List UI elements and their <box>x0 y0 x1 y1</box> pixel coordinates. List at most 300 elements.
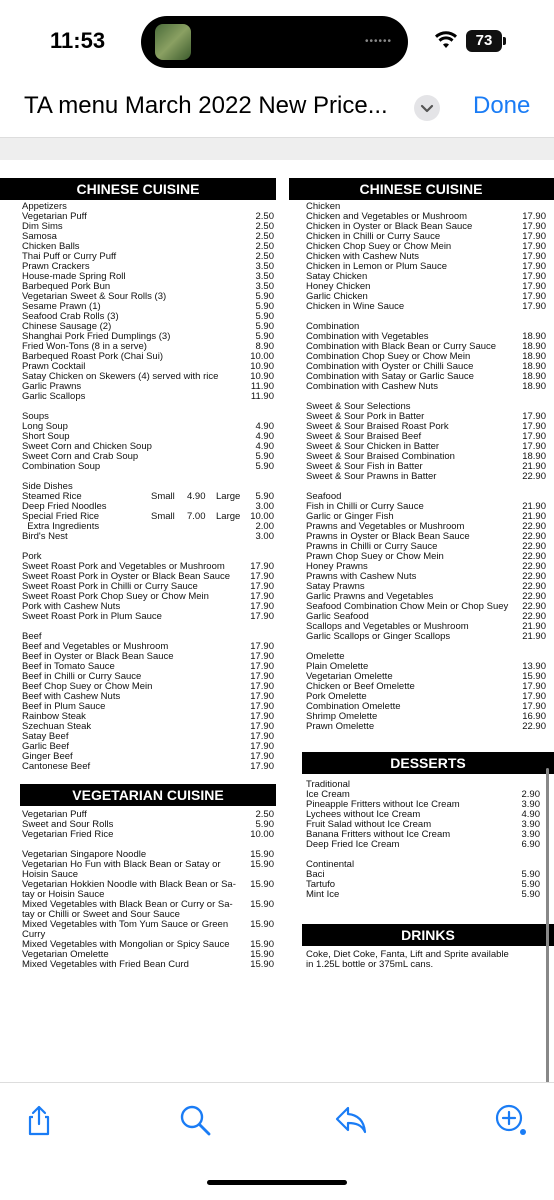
item-price: 17.90 <box>522 691 546 702</box>
item-price: 11.90 <box>250 381 274 392</box>
item-price: 5.90 <box>255 819 274 830</box>
item-name: Combination Soup <box>22 461 101 472</box>
status-time: 11:53 <box>50 28 106 53</box>
item-price: 15.90 <box>250 939 274 950</box>
item-price: 10.00 <box>250 829 274 840</box>
item-name: Samosa <box>22 231 57 242</box>
large-label: Large <box>216 511 241 522</box>
item-name: Combination with Oyster or Chilli Sauce <box>306 361 474 372</box>
right-column <box>306 202 546 732</box>
item-price: 3.90 <box>521 829 540 840</box>
item-price: 5.90 <box>255 331 274 342</box>
header-divider <box>287 178 289 200</box>
item-name: Garlic Beef <box>22 741 69 752</box>
item-name: Curry <box>22 929 46 940</box>
item-name: Shrimp Omelette <box>306 711 378 722</box>
item-name: Lychees without Ice Cream <box>306 809 421 820</box>
item-name: Mixed Vegetables with Fried Bean Curd <box>22 959 189 970</box>
item-name: Garlic Scallops <box>22 391 86 402</box>
item-name: Scallops and Vegetables or Mushroom <box>306 621 469 632</box>
chicken-list <box>306 212 546 312</box>
item-name: Prawn Cocktail <box>22 361 86 372</box>
document-viewer[interactable] <box>0 138 554 1082</box>
item-name: Prawn Crackers <box>22 261 90 272</box>
item-price: 17.90 <box>522 431 546 442</box>
item-price: 10.90 <box>250 371 274 382</box>
item-price: 17.90 <box>522 211 546 222</box>
item-name: Chinese Sausage (2) <box>22 321 112 332</box>
item-name: Garlic Prawns <box>22 381 82 392</box>
item-price: 17.90 <box>250 571 274 582</box>
section-title: Beef <box>22 631 42 642</box>
item-price: 15.90 <box>250 849 274 860</box>
side-dishes-section <box>22 482 274 542</box>
vegetarian-list-b <box>22 850 274 970</box>
item-name: Fried Won-Tons (8 in a serve) <box>22 341 147 352</box>
item-price: 18.90 <box>522 371 546 382</box>
item-price: 17.90 <box>522 271 546 282</box>
beef-list <box>22 642 274 772</box>
omelette-section <box>306 652 546 732</box>
header-chinese-cuisine-right: CHINESE CUISINE <box>288 178 554 200</box>
item-price: 3.00 <box>255 531 274 542</box>
item-price: 16.90 <box>522 711 546 722</box>
item-price: 4.90 <box>255 441 274 452</box>
small-price: 7.00 <box>187 511 206 522</box>
menu-item <box>22 762 274 772</box>
item-price: 2.50 <box>255 809 274 820</box>
section-title: Soups <box>22 411 49 422</box>
item-price: 17.90 <box>522 291 546 302</box>
chevron-down-icon <box>414 95 440 121</box>
item-name: Combination with Black Bean or Curry Sauce <box>306 341 497 352</box>
item-name: Garlic Chicken <box>306 291 368 302</box>
item-name: Garlic or Ginger Fish <box>306 511 394 522</box>
item-name: Banana Fritters without Ice Cream <box>306 829 451 840</box>
drinks-section <box>306 950 546 970</box>
vegetarian-section <box>22 810 274 970</box>
small-label: Small <box>151 511 175 522</box>
item-price: 3.50 <box>255 281 274 292</box>
item-price: 18.90 <box>522 331 546 342</box>
item-name: Combination with Vegetables <box>306 331 429 342</box>
item-name: Seafood Combination Chow Mein or Chop Suey <box>306 601 509 612</box>
item-name: Sweet Roast Pork in Oyster or Black Bean Sauce <box>22 571 231 582</box>
section-title: Seafood <box>306 491 342 502</box>
menu-item <box>306 890 540 900</box>
item-price: 15.90 <box>250 899 274 910</box>
item-price: 17.90 <box>250 591 274 602</box>
item-price: 17.90 <box>250 661 274 672</box>
item-price: 5.90 <box>521 869 540 880</box>
item-price: 2.50 <box>255 231 274 242</box>
item-name: Beef in Tomato Sauce <box>22 661 115 672</box>
menu-item <box>306 632 546 642</box>
item-name: tay or Hoisin Sauce <box>22 889 105 900</box>
item-name: Long Soup <box>22 421 68 432</box>
item-price: 4.90 <box>255 431 274 442</box>
item-name: Mixed Vegetables with Tom Yum Sauce or Green <box>22 919 229 930</box>
item-name: Beef in Plum Sauce <box>22 701 106 712</box>
small-price: 4.90 <box>187 491 206 502</box>
item-price: 21.90 <box>522 461 546 472</box>
item-price: 17.90 <box>522 231 546 242</box>
item-name: Chicken in Chilli or Curry Sauce <box>306 231 441 242</box>
item-price: 4.90 <box>521 809 540 820</box>
item-name: Combination with Satay or Garlic Sauce <box>306 371 474 382</box>
item-price: 3.00 <box>255 501 274 512</box>
item-name: Beef in Oyster or Black Bean Sauce <box>22 651 174 662</box>
item-price: 21.90 <box>522 631 546 642</box>
now-playing-thumbnail <box>155 24 191 60</box>
item-price: 3.50 <box>255 271 274 282</box>
menu-item <box>306 382 546 392</box>
small-label: Small <box>151 491 175 502</box>
item-name: Baci <box>306 869 325 880</box>
item-name: Fish in Chilli or Curry Sauce <box>306 501 424 512</box>
item-name: Vegetarian Fried Rice <box>22 829 114 840</box>
item-price: 17.90 <box>250 651 274 662</box>
item-price: 17.90 <box>250 711 274 722</box>
menu-item <box>22 222 274 232</box>
item-price: 5.90 <box>255 461 274 472</box>
item-price: 5.90 <box>521 889 540 900</box>
item-name: Szechuan Steak <box>22 721 92 732</box>
item-name: Shanghai Pork Fried Dumplings (3) <box>22 331 171 342</box>
item-name: Cantonese Beef <box>22 761 91 772</box>
combination-list <box>306 332 546 392</box>
item-price: 22.90 <box>522 521 546 532</box>
pork-list <box>22 562 274 622</box>
menu-page <box>0 160 554 1106</box>
item-price: 22.90 <box>522 541 546 552</box>
item-price: 5.90 <box>255 291 274 302</box>
scroll-indicator[interactable] <box>546 768 549 1108</box>
item-name: Chicken in Wine Sauce <box>306 301 405 312</box>
menu-item <box>22 830 274 840</box>
item-price: 17.90 <box>522 221 546 232</box>
menu-item <box>22 920 274 930</box>
wifi-icon <box>434 30 458 50</box>
item-name: Prawns in Chilli or Curry Sauce <box>306 541 438 552</box>
item-price: 21.90 <box>522 621 546 632</box>
item-name: Ice Cream <box>306 789 350 800</box>
item-name: Beef and Vegetables or Mushroom <box>22 641 169 652</box>
section-title: Combination <box>306 321 360 332</box>
item-name: Extra Ingredients <box>22 521 100 532</box>
item-name: Combination Chop Suey or Chow Mein <box>306 351 471 362</box>
item-name: Mixed Vegetables with Mongolian or Spicy Sauce <box>22 939 230 950</box>
item-price: 5.90 <box>255 321 274 332</box>
item-price: 15.90 <box>250 919 274 930</box>
item-price: 3.50 <box>255 261 274 272</box>
item-name: Pork with Cashew Nuts <box>22 601 121 612</box>
section-title: Pork <box>22 551 42 562</box>
item-price: 17.90 <box>250 751 274 762</box>
item-name: Thai Puff or Curry Puff <box>22 251 117 262</box>
item-name: Combination Omelette <box>306 701 401 712</box>
item-price: 17.90 <box>522 421 546 432</box>
menu-item <box>22 532 274 542</box>
section-title: Appetizers <box>22 201 67 212</box>
item-name: Vegetarian Hokkien Noodle with Black Bean or Sa- <box>22 879 236 890</box>
item-name: House-made Spring Roll <box>22 271 126 282</box>
item-name: Satay Prawns <box>306 581 365 592</box>
document-title[interactable]: TA menu March 2022 New Price... <box>24 92 388 119</box>
item-price: 17.90 <box>522 261 546 272</box>
drinks-text-line-2: in 1.25L bottle or 375mL cans. <box>306 959 434 970</box>
sweet-sour-list <box>306 412 546 482</box>
search-icon[interactable] <box>178 1103 212 1137</box>
item-name: Sweet & Sour Prawns in Batter <box>306 471 437 482</box>
item-price: 22.90 <box>522 531 546 542</box>
item-price: 17.90 <box>250 611 274 622</box>
menu-item <box>306 880 540 890</box>
item-name: Sweet & Sour Chicken in Batter <box>306 441 440 452</box>
item-name: Vegetarian Puff <box>22 809 87 820</box>
item-price: 17.90 <box>250 561 274 572</box>
item-price: 2.50 <box>255 251 274 262</box>
item-price: 17.90 <box>250 761 274 772</box>
item-price: 17.90 <box>522 441 546 452</box>
appetizers-list <box>22 212 274 402</box>
item-name: tay or Chilli or Sweet and Sour Sauce <box>22 909 180 920</box>
item-name: Garlic Scallops or Ginger Scallops <box>306 631 451 642</box>
header-drinks: DRINKS <box>302 924 554 946</box>
item-price: 17.90 <box>522 281 546 292</box>
item-name: Prawn Omelette <box>306 721 375 732</box>
item-name: Sweet Roast Pork in Chilli or Curry Sauce <box>22 581 198 592</box>
item-price: 22.90 <box>522 471 546 482</box>
item-price: 5.90 <box>255 301 274 312</box>
menu-item <box>22 612 274 622</box>
header-chinese-cuisine-left: CHINESE CUISINE <box>0 178 276 200</box>
item-price: 11.90 <box>250 391 274 402</box>
section-title: Traditional <box>306 779 351 790</box>
chicken-section <box>306 202 546 312</box>
vegetarian-list-a <box>22 810 274 840</box>
item-price: 17.90 <box>522 681 546 692</box>
item-price: 22.90 <box>522 571 546 582</box>
item-price: 17.90 <box>522 701 546 712</box>
item-price: 4.90 <box>255 421 274 432</box>
item-name: Satay Chicken on Skewers (4) served with rice <box>22 371 219 382</box>
item-price: 2.50 <box>255 221 274 232</box>
section-title: Side Dishes <box>22 481 73 492</box>
menu-item <box>306 472 546 482</box>
item-price: 22.90 <box>522 591 546 602</box>
item-name: Pineapple Fritters without Ice Cream <box>306 799 460 810</box>
item-name: Special Fried Rice <box>22 511 100 522</box>
item-price: 15.90 <box>250 879 274 890</box>
item-price: 21.90 <box>522 511 546 522</box>
item-name: Hoisin Sauce <box>22 869 78 880</box>
item-price: 17.90 <box>250 691 274 702</box>
item-name: Garlic Prawns and Vegetables <box>306 591 434 602</box>
item-name: Short Soup <box>22 431 70 442</box>
pork-section <box>22 552 274 622</box>
item-name: Sweet Roast Pork and Vegetables or Mushroom <box>22 561 225 572</box>
item-name: Vegetarian Ho Fun with Black Bean or Satay or <box>22 859 221 870</box>
item-name: Plain Omelette <box>306 661 369 672</box>
soups-list <box>22 422 274 472</box>
item-name: Tartufo <box>306 879 336 890</box>
item-name: Beef in Chilli or Curry Sauce <box>22 671 142 682</box>
item-name: Garlic Seafood <box>306 611 369 622</box>
item-price: 5.90 <box>255 451 274 462</box>
item-name: Sweet & Sour Braised Roast Pork <box>306 421 449 432</box>
item-price: 2.50 <box>255 211 274 222</box>
appetizers-section <box>22 202 274 402</box>
item-name: Prawn Chop Suey or Chow Mein <box>306 551 444 562</box>
seafood-section <box>306 492 546 642</box>
large-label: Large <box>216 491 241 502</box>
item-name: Chicken Chop Suey or Chow Mein <box>306 241 452 252</box>
item-name: Sweet and Sour Rolls <box>22 819 114 830</box>
item-name: Prawns and Vegetables or Mushroom <box>306 521 465 532</box>
item-name: Mixed Vegetables with Black Bean or Curry or Sa- <box>22 899 233 910</box>
item-name: Chicken in Oyster or Black Bean Sauce <box>306 221 473 232</box>
item-name: Beef Chop Suey or Chow Mein <box>22 681 153 692</box>
item-price: 10.00 <box>250 351 274 362</box>
item-price: 5.90 <box>521 879 540 890</box>
item-price: 3.90 <box>521 799 540 810</box>
desserts-section <box>306 780 540 900</box>
item-price: 3.90 <box>521 819 540 830</box>
item-price: 17.90 <box>250 601 274 612</box>
item-price: 17.90 <box>522 241 546 252</box>
item-name: Vegetarian Omelette <box>22 949 109 960</box>
item-price: 18.90 <box>522 351 546 362</box>
seafood-list <box>306 502 546 642</box>
item-price: 22.90 <box>522 561 546 572</box>
item-price: 18.90 <box>522 361 546 372</box>
item-name: Sweet Roast Pork in Plum Sauce <box>22 611 162 622</box>
item-price: 17.90 <box>522 411 546 422</box>
item-name: Sweet Roast Pork Chop Suey or Chow Mein <box>22 591 209 602</box>
dynamic-island[interactable] <box>141 16 408 68</box>
item-price: 10.90 <box>250 361 274 372</box>
section-title: Chicken <box>306 201 341 212</box>
left-column <box>22 202 274 772</box>
traditional-list <box>306 790 540 850</box>
section-title: Continental <box>306 859 355 870</box>
item-price: 15.90 <box>250 859 274 870</box>
item-name: Chicken with Cashew Nuts <box>306 251 419 262</box>
beef-section <box>22 632 274 772</box>
header-desserts: DESSERTS <box>302 752 554 774</box>
item-name: Vegetarian Sweet & Sour Rolls (3) <box>22 291 167 302</box>
item-price: 8.90 <box>255 341 274 352</box>
menu-item <box>306 840 540 850</box>
item-name: Sweet & Sour Braised Beef <box>306 431 422 442</box>
home-indicator <box>207 1180 347 1185</box>
title-menu-button[interactable] <box>414 95 440 121</box>
soups-section <box>22 412 274 472</box>
done-button[interactable]: Done <box>473 92 531 119</box>
item-price: 17.90 <box>250 701 274 712</box>
item-name: Pork Omelette <box>306 691 367 702</box>
item-price: 18.90 <box>522 381 546 392</box>
menu-item <box>306 870 540 880</box>
continental-list <box>306 870 540 900</box>
item-price: 17.90 <box>250 641 274 652</box>
item-name: Beef with Cashew Nuts <box>22 691 121 702</box>
item-name: Chicken and Vegetables or Mushroom <box>306 211 468 222</box>
item-name: Sweet & Sour Pork in Batter <box>306 411 425 422</box>
item-name: Seafood Crab Rolls (3) <box>22 311 119 322</box>
audio-activity-icon: •••••• <box>364 36 392 47</box>
item-name: Sesame Prawn (1) <box>22 301 101 312</box>
status-bar <box>0 0 554 82</box>
markup-icon[interactable] <box>492 1103 526 1137</box>
item-name: Barbequed Pork Bun <box>22 281 111 292</box>
share-icon[interactable] <box>22 1103 56 1137</box>
item-name: Vegetarian Omelette <box>306 671 393 682</box>
item-name: Prawns with Cashew Nuts <box>306 571 417 582</box>
item-name: Chicken or Beef Omelette <box>306 681 415 692</box>
sweet-sour-section <box>306 402 546 482</box>
item-name: Bird's Nest <box>22 531 68 542</box>
item-price: 6.90 <box>521 839 540 850</box>
item-name: Vegetarian Puff <box>22 211 87 222</box>
item-name: Satay Beef <box>22 731 69 742</box>
item-price: 18.90 <box>522 341 546 352</box>
item-name: Chicken in Lemon or Plum Sauce <box>306 261 447 272</box>
item-name: Honey Prawns <box>306 561 368 572</box>
item-price: 5.90 <box>255 311 274 322</box>
battery-icon: 73 <box>466 30 502 52</box>
item-name: Barbequed Roast Pork (Chai Sui) <box>22 351 163 362</box>
item-name: Combination with Cashew Nuts <box>306 381 439 392</box>
item-price: 10.00 <box>250 511 274 522</box>
item-price: 17.90 <box>250 581 274 592</box>
item-name: Vegetarian Singapore Noodle <box>22 849 147 860</box>
item-price: 13.90 <box>522 661 546 672</box>
item-name: Deep Fried Ice Cream <box>306 839 400 850</box>
item-price: 15.90 <box>250 949 274 960</box>
item-price: 17.90 <box>250 681 274 692</box>
item-name: Dim Sims <box>22 221 63 232</box>
item-name: Sweet & Sour Fish in Batter <box>306 461 423 472</box>
item-name: Satay Chicken <box>306 271 368 282</box>
menu-item <box>22 960 274 970</box>
item-price: 22.90 <box>522 721 546 732</box>
item-price: 17.90 <box>250 721 274 732</box>
section-title: Omelette <box>306 651 345 662</box>
item-price: 17.90 <box>522 251 546 262</box>
item-price: 18.90 <box>522 451 546 462</box>
item-price: 22.90 <box>522 551 546 562</box>
item-name: Deep Fried Noodles <box>22 501 107 512</box>
item-price: 17.90 <box>522 301 546 312</box>
item-price: 15.90 <box>250 959 274 970</box>
menu-item <box>306 722 546 732</box>
item-name: Sweet Corn and Chicken Soup <box>22 441 152 452</box>
item-name: Prawns in Oyster or Black Bean Sauce <box>306 531 470 542</box>
menu-item <box>22 392 274 402</box>
item-price: 2.50 <box>255 241 274 252</box>
reply-icon[interactable] <box>334 1103 368 1137</box>
drinks-text-line-1: Coke, Diet Coke, Fanta, Lift and Sprite available <box>306 949 509 960</box>
item-name: Chicken Balls <box>22 241 80 252</box>
combination-section <box>306 322 546 392</box>
item-price: 5.90 <box>255 491 274 502</box>
item-price: 2.90 <box>521 789 540 800</box>
item-name: Ginger Beef <box>22 751 73 762</box>
item-name: Sweet Corn and Crab Soup <box>22 451 139 462</box>
header-vegetarian-cuisine: VEGETARIAN CUISINE <box>20 784 276 806</box>
